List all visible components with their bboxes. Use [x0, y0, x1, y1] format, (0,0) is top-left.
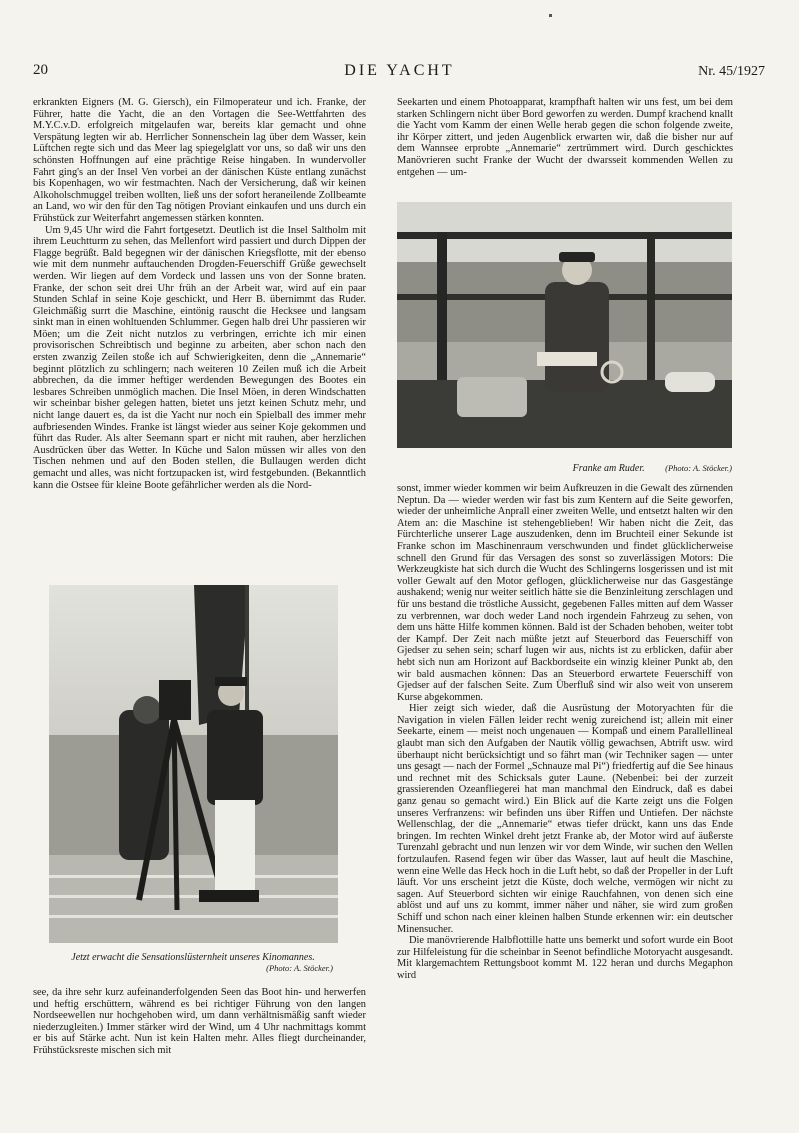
paragraph: Um 9,45 Uhr wird die Fahrt fortgesetzt. Deutlich ist die Insel Saltholm mit ihrem Leuchtturm zu sehen, das Mellenfort wird passiert und durch Dippen der Flagge begrüßt. Bald begegnen wir der dänischen Kriegsflotte, mit der ebenso wie mit dem nunmehr auftauchenden Drogden-Feuerschiff Grüße gewechselt werden. Wir liegen auf dem Vordeck und lassen uns von der Sonne braten. Franke, der schon seit drei Uhr früh an der Arbeit war, wird auf ein paar Stunden Schlaf in seine Koje geschickt, und Herr B. übernimmt das Ruder. Gleichmäßig surrt die Maschine, eintönig rauscht die Hecksee und langsam sinkt man in einen wohltuenden Schlummer. Gegen halb drei Uhr passieren wir Möen; um die Zeit nicht nutzlos zu verbringen, errichte ich mir einen provisorischen Schreibtisch und beginne zu arbeiten, aber schon nach den ersten zwanzig Zeilen stoße ich auf Schwierigkeiten, denn die „Annemarie“ beginnt plötzlich zu schlingern; nach weiteren 10 Zeilen muß ich die Arbeit abbrechen, da die immer heftiger werdenden Bewegungen des Bootes ein lesbares Schreiben unmöglich machen. Die Insel Möen, in deren Windschatten wir scheinbar bisher gelegen hatten, bietet uns jetzt keinen Schutz mehr, und nicht lange dauert es, da ist die Yacht nur noch ein Spielball des immer mehr aufbriesenden Windes. Franke ist längst wieder aus seiner Koje gekommen und führt das Ruder. Als alter Seemann spart er nicht mit rauhen, aber herzlichen Ausdrücken über das Wetter. In Küche und Salon müssen wir alles von den Tischen nehmen und auf den Boden stellen, die Bullaugen werden dicht gemacht und alles, was nicht fortzupacken ist, wird festgebunden. (Bekanntlich kann die Ostsee für kleine Boote gefährlicher werden als die Nord-: [33, 224, 366, 491]
photo-helmsman: [397, 202, 732, 448]
right-column-top: [397, 97, 733, 178]
page-number: 20: [33, 62, 48, 78]
magazine-title: DIE YACHT: [344, 62, 455, 79]
paragraph: Hier zeigt sich wieder, daß die Ausrüstung der Motoryachten für die Navigation in vielen Fällen leider recht wenig zureichend ist; allein mit einer Seekarte, einem — meist noch ungenauen — Kompaß und einem Parallellineal glaubt man sich den Aufgaben der Nautik völlig gewachsen, Abtrift usw. wird überhaupt nicht berücksichtigt und so fährt man (wir Techniker sagen — unter uns gesagt — nach der Formel „Schnauze mal Pi“) friedfertig auf die See hinaus und rechnet mit des Schicksals guter Laune. (Nebenbei: bei der zurzeit grassierenden Ozeanfliegerei hat man manchmal den Eindruck, daß es dabei ganz genau so gemacht wird.) Ein Blick auf die Karte zeigt uns die Folgen unseres Verfranzens: wir befinden uns über Riffen und Untiefen. Der nächste Wellenschlag, der die „Annemarie“ etwas tiefer drückt, kann uns das Ende bringen. Im rechten Winkel dreht jetzt Franke ab, der Motor wird auf äußerste Turenzahl gebracht und nun lenzen wir vor dem Winde, wir suchen den Wellen fortzulaufen. Rasend fegen wir über das Wasser, laut auf heult die Maschine, wenn eine Welle das Heck hoch in die Luft hebt, so daß der Propeller in der Luft läuft. Vor uns erscheint jetzt die Küste, doch welche, vermögen wir nicht zu sagen. Auf Steuerbord sichten wir einige Rauchfahnen, von denen sich eine ablöst und auf uns zu kommt, immer näher und näher, sie wird zum großen Schiff und schon nach einer kleinen halben Stunde erkennen wir: ein deutscher Minensucher.: [397, 703, 733, 935]
photo-cameraman-caption: [33, 952, 353, 974]
paragraph: Seekarten und einem Photoapparat, krampfhaft halten wir uns fest, um bei dem starken Schlingern nicht über Bord geworfen zu werden. Dumpf krachend knallt die Yacht vom Kamm der einen Welle herab gegen die schon folgende zweite, ihr Körper zittert, und jeden Augenblick erwarten wir, daß die bisher nur auf dem Wannsee erprobte „Annemarie“ zertrümmert wird. Durch geschicktes Manövrieren sucht Franke der Wucht der dwarsseit kommenden Wellen zu entgehen — um-: [397, 97, 733, 178]
photo-cameraman: [49, 585, 338, 943]
photo-credit: (Photo: A. Stöcker.): [266, 963, 333, 973]
caption-text: Franke am Ruder.: [572, 463, 645, 474]
left-column-bottom: [33, 987, 366, 1057]
paragraph: erkrankten Eigners (M. G. Giersch), ein Filmoperateur und ich. Franke, der Führer, hatte die Yacht, die an den Vortagen die See-Wettfahrten des M.Y.C.v.D. erfolgreich mitgelaufen war, bereits klar gemacht und ohne Verspätung legten wir ab. Herrlicher Sonnenschein lag über dem Wasser, kein Lüftchen regte sich und das Meer lag spiegelglatt vor uns, so daß wir uns den schönsten Hoffnungen auf eine prächtige Reise hingaben. In wundervoller Fahrt ging's an der Insel Ven vorbei an der dänischen Küste entlang zunächst bis Kopenhagen, wo wir festmachten. Nach der Versicherung, daß wir keinen Alkoholschmuggel treiben wollten, ließ uns der sofort heraneilende Zollbeamte an Land, wo wir den für den Tag nötigen Proviant einkaufen und uns durch ein Frühstück zur Weiterfahrt angemessen stärken konnten.: [33, 97, 366, 224]
right-column-bottom: [397, 483, 733, 982]
photo-cameraman-image: [49, 585, 338, 943]
paragraph: see, da ihre sehr kurz aufeinanderfolgenden Seen das Boot hin- und herwerfen und heftig erschüttern, während es bei richtiger Führung von den langen Nordseewellen nur hochgehoben wird, um dann verhältnismäßig sanft wieder niederzugleiten.) Immer stärker wird der Wind, um 4 Uhr nachmittags kommt er bis auf Stärke acht. Nun ist kein Halten mehr. Alles fliegt durcheinander, Frühstücksreste mischen sich mit: [33, 987, 366, 1056]
photo-credit: (Photo: A. Stöcker.): [665, 463, 732, 473]
caption-text: Jetzt erwacht die Sensationslüsternheit unseres Kinomannes.: [71, 952, 315, 963]
left-column-top: [33, 97, 366, 491]
paragraph: sonst, immer wieder kommen wir beim Aufkreuzen in die Gewalt des zürnenden Neptun. Da — wieder werden wir fast bis zum Kentern auf die Seite geworfen, wieder der unheimliche Anprall einer zweiten Welle, und entsetzt halten wir den Atem an: die Maschine ist stehengeblieben! Wir haben nicht die Zeit, das Fürchterliche unserer Lage auszudenken, denn im Bruchteil einer Sekunde ist Franke schon im Maschinenraum verschwunden und findet glücklicherweise schnell den Grund für das Versagen des sonst so zuverlässigen Motors: Die Werkzeugkiste hat sich durch die Wucht des Schlingerns losgerissen und ist mit voller Gewalt auf den Motor geflogen, glücklicherweise nur das Gasgestänge aushakend; wenig nur weiter seitlich hätte sie die Benzinleitung zerschlagen und für uns bestand die tröstliche Aussicht, gegebenen Falles mitten auf dem Wasser zu verbrennen, war doch weder Land noch irgendein Fahrzeug zu sehen, von dem uns hätte Hilfe kommen können. Bald ist der Schaden behoben, weiter tobt der Kampf. Der Zeit nach müßte jetzt auf Steuerbord das Feuerschiff von Gjedser zu sehen sein; scharf lugen wir aus, nichts ist zu erblicken, dafür aber hebt sich nun am Horizont auf Backbordseite ein winzig kleiner Punkt ab, den wir bald ausmachen können: Das an Steuerbord erwartete Feuerschiff von Gjedser auf der falschen Seite. Zum Überfluß sind wir also weit von unserem Kurse abgekommen.: [397, 483, 733, 703]
scan-mark: [549, 14, 552, 17]
issue-number: Nr. 45/1927: [698, 64, 765, 79]
photo-helmsman-caption: [398, 463, 732, 474]
paragraph: Die manövrierende Halbflottille hatte uns bemerkt und sofort wurde ein Boot zur Hilfeleistung für die scheinbar in Seenot befindliche Motoryacht ausgesandt. Mit klargemachtem Rettungsboot kommt M. 122 heran und durchs Megaphon wird: [397, 935, 733, 981]
photo-helmsman-image: [397, 202, 732, 448]
